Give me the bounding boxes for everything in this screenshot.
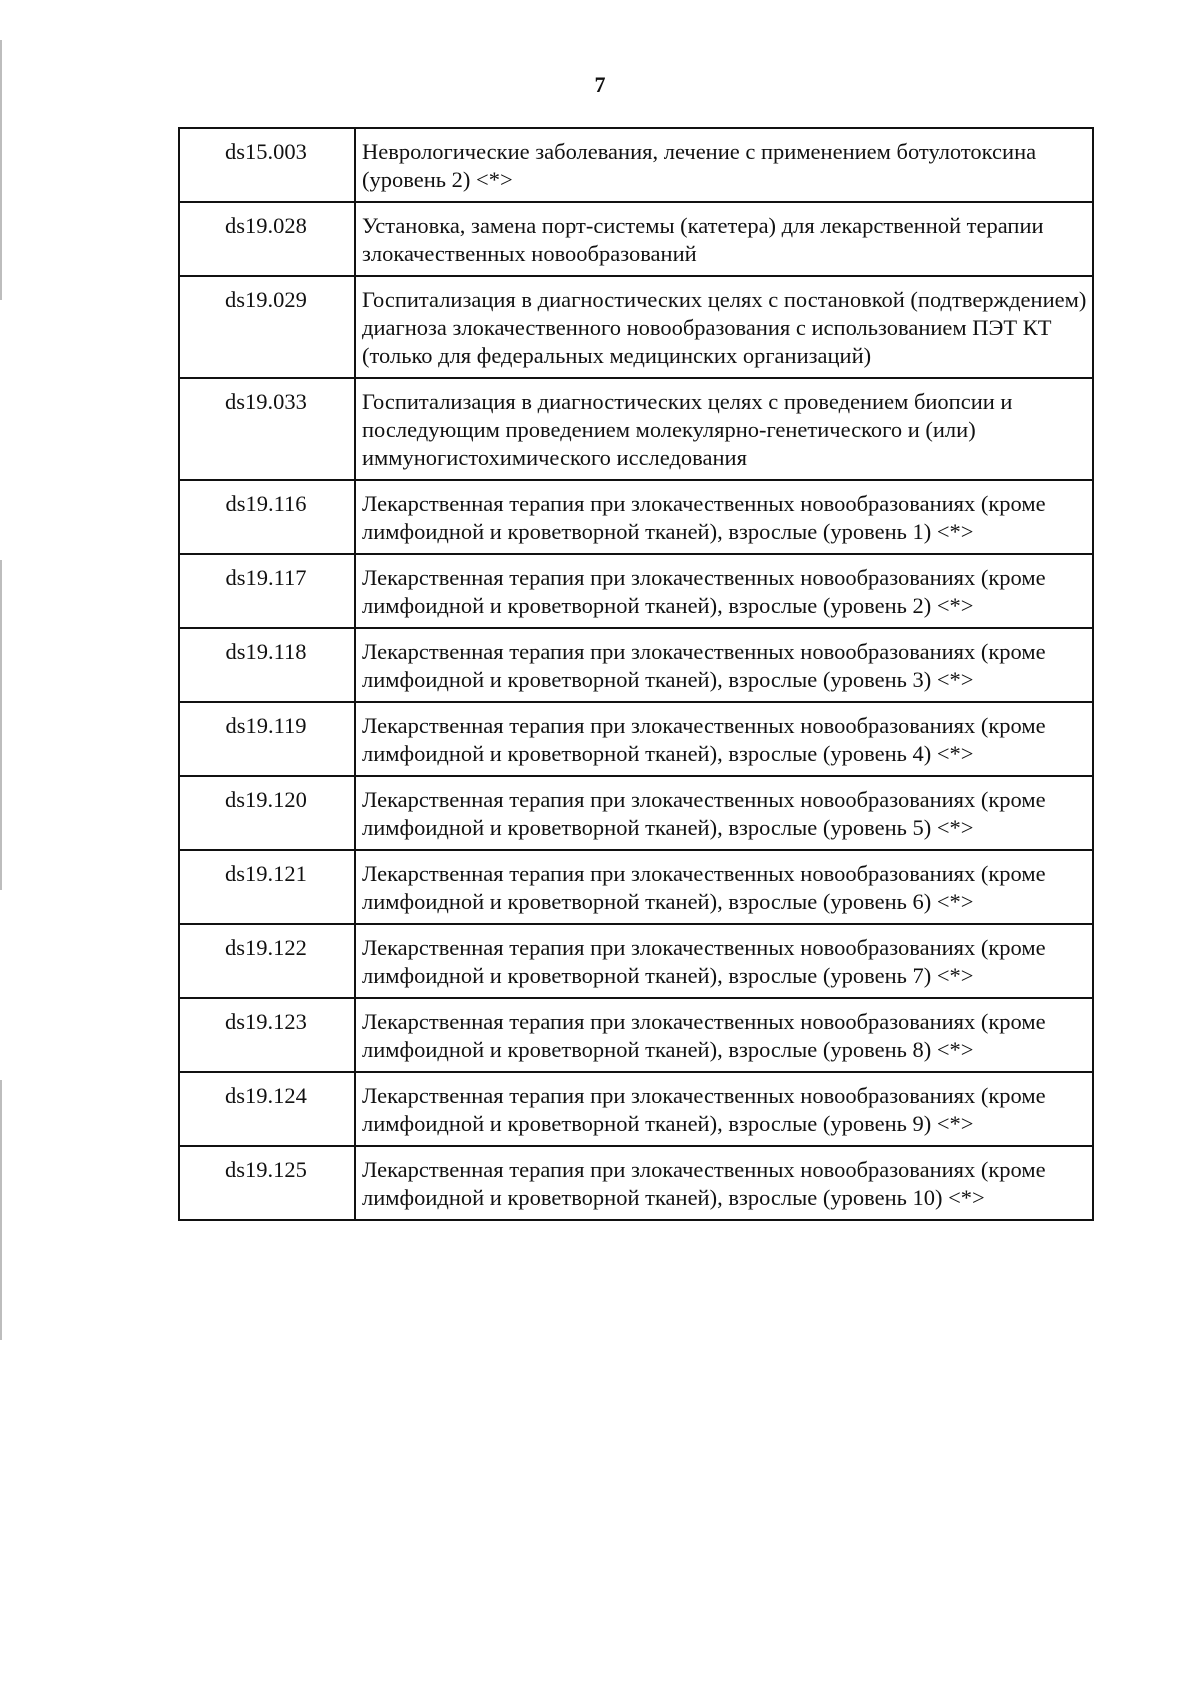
row-description: Лекарственная терапия при злокачественных новообразованиях (кроме лимфоидной и кроветворной тканей), взрослые (уровень 1) <*> — [355, 480, 1093, 554]
row-description: Лекарственная терапия при злокачественных новообразованиях (кроме лимфоидной и кроветворной тканей), взрослые (уровень 10) <*> — [355, 1146, 1093, 1220]
table-row — [179, 1072, 1093, 1146]
row-description: Лекарственная терапия при злокачественных новообразованиях (кроме лимфоидной и кроветворной тканей), взрослые (уровень 3) <*> — [355, 628, 1093, 702]
row-code: ds19.028 — [179, 202, 355, 276]
table-row — [179, 276, 1093, 378]
row-code: ds19.117 — [179, 554, 355, 628]
table-row — [179, 702, 1093, 776]
table-row — [179, 850, 1093, 924]
row-description: Неврологические заболевания, лечение с применением ботулотоксина (уровень 2) <*> — [355, 128, 1093, 202]
row-description: Лекарственная терапия при злокачественных новообразованиях (кроме лимфоидной и кроветворной тканей), взрослые (уровень 4) <*> — [355, 702, 1093, 776]
scan-edge-mark — [0, 1080, 2, 1340]
row-description: Лекарственная терапия при злокачественных новообразованиях (кроме лимфоидной и кроветворной тканей), взрослые (уровень 7) <*> — [355, 924, 1093, 998]
row-description: Лекарственная терапия при злокачественных новообразованиях (кроме лимфоидной и кроветворной тканей), взрослые (уровень 6) <*> — [355, 850, 1093, 924]
row-code: ds19.120 — [179, 776, 355, 850]
row-description: Лекарственная терапия при злокачественных новообразованиях (кроме лимфоидной и кроветворной тканей), взрослые (уровень 8) <*> — [355, 998, 1093, 1072]
table-row — [179, 480, 1093, 554]
row-description: Госпитализация в диагностических целях с постановкой (подтверждением) диагноза злокачественного новообразования с использованием ПЭТ КТ (только для федеральных медицинских организаций) — [355, 276, 1093, 378]
table-row — [179, 128, 1093, 202]
page-number: 7 — [594, 72, 606, 97]
row-description: Лекарственная терапия при злокачественных новообразованиях (кроме лимфоидной и кроветворной тканей), взрослые (уровень 9) <*> — [355, 1072, 1093, 1146]
row-code: ds19.121 — [179, 850, 355, 924]
table-row — [179, 554, 1093, 628]
table-row — [179, 924, 1093, 998]
row-code: ds15.003 — [179, 128, 355, 202]
row-code: ds19.118 — [179, 628, 355, 702]
table-row — [179, 998, 1093, 1072]
row-code: ds19.033 — [179, 378, 355, 480]
scan-edge-mark — [0, 560, 2, 890]
row-description: Лекарственная терапия при злокачественных новообразованиях (кроме лимфоидной и кроветворной тканей), взрослые (уровень 2) <*> — [355, 554, 1093, 628]
table-row — [179, 1146, 1093, 1220]
row-code: ds19.124 — [179, 1072, 355, 1146]
row-code: ds19.029 — [179, 276, 355, 378]
service-codes-table — [178, 127, 1094, 1221]
row-description: Госпитализация в диагностических целях с проведением биопсии и последующим проведением молекулярно-генетического и (или) иммуногистохимического исследования — [355, 378, 1093, 480]
row-code: ds19.119 — [179, 702, 355, 776]
row-description: Лекарственная терапия при злокачественных новообразованиях (кроме лимфоидной и кроветворной тканей), взрослые (уровень 5) <*> — [355, 776, 1093, 850]
row-code: ds19.123 — [179, 998, 355, 1072]
table-row — [179, 378, 1093, 480]
table-row — [179, 776, 1093, 850]
row-description: Установка, замена порт-системы (катетера) для лекарственной терапии злокачественных новообразований — [355, 202, 1093, 276]
table-row — [179, 202, 1093, 276]
row-code: ds19.125 — [179, 1146, 355, 1220]
row-code: ds19.122 — [179, 924, 355, 998]
row-code: ds19.116 — [179, 480, 355, 554]
table-row — [179, 628, 1093, 702]
